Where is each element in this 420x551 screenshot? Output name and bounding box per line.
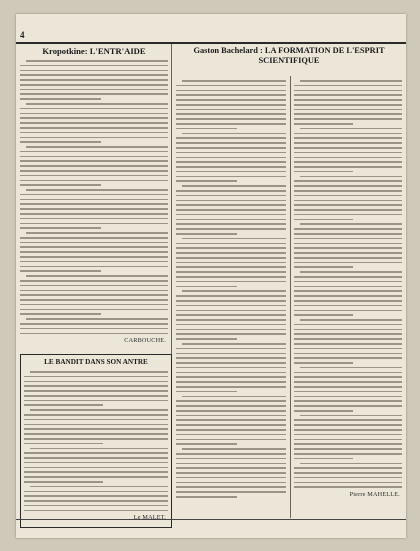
text-line-placeholder — [176, 223, 286, 225]
text-line-placeholder — [24, 395, 168, 397]
text-line-placeholder — [20, 304, 168, 306]
text-line-placeholder — [176, 496, 237, 498]
text-line-placeholder — [20, 208, 168, 210]
text-line-placeholder — [176, 99, 286, 101]
text-line-placeholder — [176, 90, 286, 92]
text-line-placeholder — [294, 343, 402, 345]
text-line-placeholder — [294, 453, 402, 455]
text-line-placeholder — [294, 200, 402, 202]
text-line-placeholder — [20, 266, 168, 268]
main-article-header — [176, 44, 402, 66]
text-line-placeholder — [20, 246, 168, 248]
text-line-placeholder — [294, 424, 402, 426]
text-line-placeholder — [20, 89, 168, 91]
text-line-placeholder — [294, 410, 353, 412]
text-line-placeholder — [26, 60, 168, 62]
text-line-placeholder — [20, 132, 168, 134]
text-line-placeholder — [294, 276, 402, 278]
text-line-placeholder — [176, 362, 286, 364]
text-line-placeholder — [20, 309, 168, 311]
text-line-placeholder — [294, 439, 402, 441]
text-line-placeholder — [20, 117, 168, 119]
text-line-placeholder — [176, 439, 286, 441]
text-line-placeholder — [294, 353, 402, 355]
text-line-placeholder — [294, 142, 402, 144]
text-line-placeholder — [176, 209, 286, 211]
text-line-placeholder — [24, 471, 168, 473]
text-line-placeholder — [24, 510, 168, 512]
boxed-article-signature: Le MALET. — [133, 514, 166, 522]
text-line-placeholder — [294, 400, 402, 402]
text-line-placeholder — [20, 323, 168, 325]
text-line-placeholder — [294, 286, 402, 288]
text-line-placeholder — [176, 137, 286, 139]
text-line-placeholder — [26, 275, 168, 277]
text-line-placeholder — [294, 314, 353, 316]
text-line-placeholder — [176, 243, 286, 245]
text-line-placeholder — [20, 151, 168, 153]
text-line-placeholder — [24, 491, 168, 493]
text-line-placeholder — [294, 214, 402, 216]
text-line-placeholder — [176, 434, 286, 436]
text-line-placeholder — [294, 458, 353, 460]
text-line-placeholder — [176, 472, 286, 474]
text-line-placeholder — [176, 353, 286, 355]
text-line-placeholder — [182, 133, 286, 135]
text-line-placeholder — [294, 99, 402, 101]
text-line-placeholder — [176, 300, 286, 302]
text-line-placeholder — [20, 180, 168, 182]
text-line-placeholder — [294, 482, 402, 484]
text-line-placeholder — [294, 290, 402, 292]
text-line-placeholder — [294, 467, 402, 469]
text-line-placeholder — [176, 491, 286, 493]
text-line-placeholder — [20, 290, 168, 292]
text-line-placeholder — [176, 429, 286, 431]
text-line-placeholder — [294, 204, 402, 206]
text-line-placeholder — [182, 448, 286, 450]
text-line-placeholder — [176, 424, 286, 426]
text-line-placeholder — [20, 223, 168, 225]
text-line-placeholder — [294, 133, 402, 135]
text-line-placeholder — [300, 223, 402, 225]
text-line-placeholder — [176, 171, 286, 173]
text-line-placeholder — [176, 329, 286, 331]
text-line-placeholder — [20, 199, 168, 201]
text-line-placeholder — [294, 486, 402, 488]
text-line-placeholder — [24, 385, 168, 387]
text-line-placeholder — [176, 104, 286, 106]
text-line-placeholder — [176, 266, 286, 268]
text-line-placeholder — [20, 184, 101, 186]
text-line-placeholder — [294, 228, 402, 230]
text-line-placeholder — [176, 142, 286, 144]
text-line-placeholder — [24, 390, 168, 392]
text-line-placeholder — [20, 242, 168, 244]
text-line-placeholder — [24, 476, 168, 478]
text-line-placeholder — [176, 204, 286, 206]
main-article-author: Gaston Bachelard — [193, 46, 258, 55]
text-line-placeholder — [176, 376, 286, 378]
text-line-placeholder — [176, 319, 286, 321]
text-line-placeholder — [20, 127, 168, 129]
text-line-placeholder — [20, 237, 168, 239]
text-line-placeholder — [24, 443, 103, 445]
text-line-placeholder — [294, 257, 402, 259]
text-line-placeholder — [26, 318, 168, 320]
column-right — [294, 76, 402, 518]
text-line-placeholder — [20, 175, 168, 177]
text-line-placeholder — [176, 262, 286, 264]
text-line-placeholder — [182, 80, 286, 82]
text-line-placeholder — [176, 415, 286, 417]
text-line-placeholder — [176, 367, 286, 369]
text-line-placeholder — [300, 319, 402, 321]
column-divider-2 — [290, 76, 291, 518]
text-line-placeholder — [176, 463, 286, 465]
text-line-placeholder — [294, 109, 402, 111]
text-line-placeholder — [182, 343, 286, 345]
text-line-placeholder — [24, 462, 168, 464]
boxed-article — [20, 354, 172, 528]
text-line-placeholder — [176, 286, 237, 288]
text-line-placeholder — [294, 333, 402, 335]
text-line-placeholder — [20, 122, 168, 124]
text-line-placeholder — [20, 285, 168, 287]
text-line-placeholder — [176, 123, 286, 125]
text-line-placeholder — [24, 404, 103, 406]
text-line-placeholder — [20, 294, 168, 296]
text-line-placeholder — [294, 362, 353, 364]
text-line-placeholder — [294, 123, 353, 125]
text-line-placeholder — [294, 238, 402, 240]
text-line-placeholder — [176, 443, 237, 445]
text-line-placeholder — [176, 214, 286, 216]
text-line-placeholder — [294, 357, 402, 359]
text-line-placeholder — [294, 118, 402, 120]
text-line-placeholder — [294, 243, 402, 245]
text-line-placeholder — [294, 472, 402, 474]
text-line-placeholder — [20, 74, 168, 76]
text-line-placeholder — [176, 257, 286, 259]
text-line-placeholder — [176, 233, 237, 235]
text-line-placeholder — [294, 386, 402, 388]
text-line-placeholder — [176, 477, 286, 479]
text-line-placeholder — [20, 194, 168, 196]
newspaper-page — [16, 14, 406, 538]
main-article-body-part-1 — [176, 80, 286, 498]
text-line-placeholder — [24, 419, 168, 421]
text-line-placeholder — [294, 252, 402, 254]
page-number: 4 — [20, 30, 25, 40]
text-line-placeholder — [176, 195, 286, 197]
text-line-placeholder — [294, 372, 402, 374]
text-line-placeholder — [294, 281, 402, 283]
text-line-placeholder — [294, 348, 402, 350]
text-line-placeholder — [176, 147, 286, 149]
text-line-placeholder — [294, 405, 402, 407]
text-line-placeholder — [176, 228, 286, 230]
text-line-placeholder — [176, 324, 286, 326]
text-line-placeholder — [300, 176, 402, 178]
left-article-signature: CARBOUCHE. — [124, 337, 166, 345]
text-line-placeholder — [294, 171, 353, 173]
text-line-placeholder — [176, 310, 286, 312]
text-line-placeholder — [300, 128, 402, 130]
text-line-placeholder — [176, 410, 286, 412]
text-line-placeholder — [176, 85, 286, 87]
text-line-placeholder — [20, 98, 101, 100]
text-line-placeholder — [294, 419, 402, 421]
text-line-placeholder — [294, 266, 353, 268]
text-line-placeholder — [176, 357, 286, 359]
text-line-placeholder — [20, 156, 168, 158]
text-line-placeholder — [176, 338, 237, 340]
text-line-placeholder — [176, 467, 286, 469]
text-line-placeholder — [24, 433, 168, 435]
text-line-placeholder — [20, 65, 168, 67]
text-line-placeholder — [294, 161, 402, 163]
text-line-placeholder — [294, 434, 402, 436]
text-line-placeholder — [20, 165, 168, 167]
text-line-placeholder — [20, 270, 101, 272]
text-line-placeholder — [294, 391, 402, 393]
text-line-placeholder — [26, 103, 168, 105]
text-line-placeholder — [30, 448, 168, 450]
text-line-placeholder — [300, 463, 402, 465]
text-line-placeholder — [20, 203, 168, 205]
text-line-placeholder — [182, 238, 286, 240]
text-line-placeholder — [182, 290, 286, 292]
text-line-placeholder — [294, 166, 402, 168]
text-line-placeholder — [176, 247, 286, 249]
text-line-placeholder — [294, 300, 402, 302]
text-line-placeholder — [30, 486, 168, 488]
text-line-placeholder — [294, 185, 402, 187]
text-line-placeholder — [294, 152, 402, 154]
text-line-placeholder — [176, 386, 286, 388]
text-line-placeholder — [176, 314, 286, 316]
text-line-placeholder — [20, 313, 101, 315]
text-line-placeholder — [20, 256, 168, 258]
text-line-placeholder — [294, 381, 402, 383]
text-line-placeholder — [20, 328, 168, 330]
text-line-placeholder — [294, 137, 402, 139]
left-article-author: Kropotkine — [42, 46, 85, 56]
text-line-placeholder — [24, 438, 168, 440]
text-line-placeholder — [176, 333, 286, 335]
left-article-body — [20, 60, 168, 334]
text-line-placeholder — [294, 305, 402, 307]
text-line-placeholder — [176, 180, 237, 182]
text-line-placeholder — [294, 262, 402, 264]
text-line-placeholder — [26, 146, 168, 148]
text-line-placeholder — [294, 338, 402, 340]
text-line-placeholder — [24, 400, 168, 402]
text-line-placeholder — [294, 295, 402, 297]
text-line-placeholder — [24, 467, 168, 469]
column-middle — [176, 76, 286, 518]
text-line-placeholder — [300, 415, 402, 417]
text-line-placeholder — [20, 93, 168, 95]
text-line-placeholder — [176, 190, 286, 192]
text-line-placeholder — [24, 376, 168, 378]
text-line-placeholder — [176, 128, 237, 130]
text-line-placeholder — [294, 219, 353, 221]
text-line-placeholder — [20, 84, 168, 86]
text-line-placeholder — [294, 90, 402, 92]
text-line-placeholder — [176, 381, 286, 383]
text-line-placeholder — [30, 371, 168, 373]
text-line-placeholder — [294, 190, 402, 192]
text-line-placeholder — [176, 482, 286, 484]
text-line-placeholder — [294, 104, 402, 106]
text-line-placeholder — [20, 213, 168, 215]
text-line-placeholder — [24, 428, 168, 430]
text-line-placeholder — [176, 161, 286, 163]
text-line-placeholder — [176, 281, 286, 283]
text-line-placeholder — [176, 113, 286, 115]
text-line-placeholder — [176, 453, 286, 455]
text-line-placeholder — [20, 280, 168, 282]
footer-rule — [16, 519, 406, 520]
text-line-placeholder — [20, 113, 168, 115]
text-line-placeholder — [176, 157, 286, 159]
text-line-placeholder — [176, 94, 286, 96]
text-line-placeholder — [30, 409, 168, 411]
text-line-placeholder — [294, 324, 402, 326]
text-line-placeholder — [294, 94, 402, 96]
text-line-placeholder — [176, 295, 286, 297]
text-line-placeholder — [176, 305, 286, 307]
text-line-placeholder — [20, 108, 168, 110]
main-article-body-part-2 — [294, 80, 402, 488]
text-line-placeholder — [24, 414, 168, 416]
text-line-placeholder — [176, 486, 286, 488]
text-line-placeholder — [294, 85, 402, 87]
text-line-placeholder — [182, 185, 286, 187]
text-line-placeholder — [294, 448, 402, 450]
text-line-placeholder — [20, 79, 168, 81]
text-line-placeholder — [176, 219, 286, 221]
text-line-placeholder — [24, 481, 103, 483]
text-line-placeholder — [176, 419, 286, 421]
text-line-placeholder — [182, 396, 286, 398]
text-line-placeholder — [300, 271, 402, 273]
text-line-placeholder — [176, 166, 286, 168]
text-line-placeholder — [176, 176, 286, 178]
text-line-placeholder — [26, 189, 168, 191]
text-line-placeholder — [24, 495, 168, 497]
text-line-placeholder — [24, 457, 168, 459]
text-line-placeholder — [294, 247, 402, 249]
text-line-placeholder — [294, 195, 402, 197]
text-line-placeholder — [294, 477, 402, 479]
text-line-placeholder — [20, 218, 168, 220]
text-line-placeholder — [176, 271, 286, 273]
text-line-placeholder — [20, 227, 101, 229]
text-line-placeholder — [176, 200, 286, 202]
text-line-placeholder — [176, 405, 286, 407]
text-line-placeholder — [20, 141, 101, 143]
text-line-placeholder — [176, 118, 286, 120]
left-article-headline — [20, 46, 168, 56]
text-line-placeholder — [300, 367, 402, 369]
text-line-placeholder — [20, 160, 168, 162]
text-line-placeholder — [294, 429, 402, 431]
text-line-placeholder — [20, 261, 168, 263]
main-article-title: : LA FORMATION DE L'ESPRIT SCIENTIFIQUE — [258, 46, 385, 65]
text-line-placeholder — [176, 276, 286, 278]
text-line-placeholder — [20, 299, 168, 301]
text-line-placeholder — [24, 452, 168, 454]
boxed-article-body — [24, 371, 168, 511]
text-line-placeholder — [20, 333, 168, 335]
text-line-placeholder — [294, 157, 402, 159]
main-article-signature: Pierre MAHELLE. — [349, 491, 400, 499]
text-line-placeholder — [294, 147, 402, 149]
text-line-placeholder — [294, 113, 402, 115]
text-line-placeholder — [294, 310, 402, 312]
text-line-placeholder — [176, 252, 286, 254]
text-line-placeholder — [176, 458, 286, 460]
text-line-placeholder — [176, 348, 286, 350]
text-line-placeholder — [294, 443, 402, 445]
text-line-placeholder — [24, 500, 168, 502]
text-line-placeholder — [294, 396, 402, 398]
text-line-placeholder — [24, 381, 168, 383]
text-line-placeholder — [176, 400, 286, 402]
left-article-title: : L'ENTR'AIDE — [84, 46, 146, 56]
text-line-placeholder — [176, 391, 237, 393]
text-line-placeholder — [20, 251, 168, 253]
text-line-placeholder — [24, 424, 168, 426]
boxed-article-title: LE BANDIT DANS SON ANTRE — [44, 358, 148, 366]
text-line-placeholder — [294, 376, 402, 378]
text-line-placeholder — [294, 329, 402, 331]
main-article-headline — [176, 46, 402, 66]
text-line-placeholder — [294, 233, 402, 235]
text-line-placeholder — [20, 170, 168, 172]
text-line-placeholder — [24, 505, 168, 507]
text-line-placeholder — [26, 232, 168, 234]
text-line-placeholder — [176, 152, 286, 154]
text-line-placeholder — [20, 137, 168, 139]
text-line-placeholder — [176, 372, 286, 374]
text-line-placeholder — [176, 109, 286, 111]
text-line-placeholder — [294, 209, 402, 211]
text-line-placeholder — [294, 180, 402, 182]
text-line-placeholder — [20, 70, 168, 72]
text-line-placeholder — [300, 80, 402, 82]
